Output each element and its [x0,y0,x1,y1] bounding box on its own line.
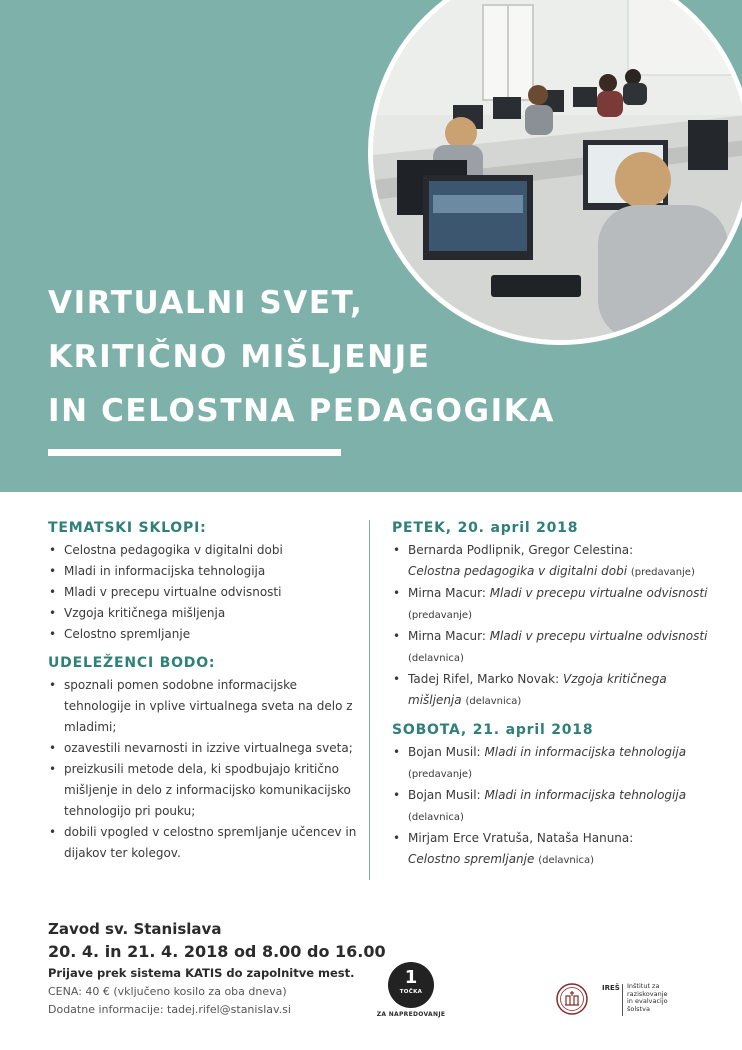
session-type: (predavanje) [408,769,472,780]
speaker: Mirjam Erce Vratuša, Nataša Hanuna: [408,831,634,845]
list-item: • Vzgoja kritičnega mišljenja [48,603,358,624]
speaker: Tadej Rifel, Marko Novak: [408,672,560,686]
list-item: • ozavestili nevarnosti in izzive virtualnega sveta; [48,738,358,759]
speaker: Bojan Musil: [408,788,481,802]
list-item: • Mladi v precepu virtualne odvisnosti [48,582,358,603]
program-item [392,742,722,785]
saturday-program [392,742,722,871]
participants-heading: UDELEŽENCI BODO: [48,655,216,671]
partner-abbreviation: IREŠ [602,984,620,992]
list-item: • dobili vpogled v celostno spremljanje učencev in dijakov ter kolegov. [48,822,358,864]
topics-heading: TEMATSKI SKLOPI: [48,520,207,536]
session-topic: Mladi v precepu virtualne odvisnosti [489,586,708,600]
list-item: • spoznali pomen sodobne informacijske tehnologije in vplive virtualnega sveta na delo z mladimi; [48,675,358,738]
session-topic: Celostna pedagogika v digitalni dobi [408,564,628,578]
footer-info [48,918,386,1019]
left-column [48,520,358,864]
session-topic: Mladi in informacijska tehnologija [484,745,687,759]
speaker: Bernarda Podlipnik, Gregor Celestina: [408,543,634,557]
right-column [392,520,722,871]
partner-name [627,983,687,1013]
partner-name-line: raziskovanje [627,989,668,998]
point-badge [388,962,434,1008]
page-title [48,276,555,438]
partner-separator [622,984,623,1016]
session-topic: Mladi v precepu virtualne odvisnosti [489,629,708,643]
session-topic: Vzgoja kritičnega mišljenja [408,672,667,707]
participants-list [48,675,358,864]
list-item: • Celostno spremljanje [48,624,358,645]
event-dates: 20. 4. in 21. 4. 2018 od 8.00 do 16.00 [48,942,386,961]
registration-note: Prijave prek sistema KATIS do zapolnitve mest. [48,966,355,980]
program-item [392,626,722,669]
partner-name-line: Inštitut za [627,982,660,990]
speaker: Mirna Macur: [408,629,486,643]
list-item: • Celostna pedagogika v digitalni dobi [48,540,358,561]
program-item [392,540,722,583]
session-type: (delavnica) [465,696,522,707]
title-underline [48,449,341,456]
badge-word: TOČKA [399,989,423,995]
session-type: (predavanje) [630,567,695,578]
price-info: CENA: 40 € (vključeno kosilo za oba dneva) [48,985,287,998]
session-type: (delavnica) [538,855,595,866]
session-topic: Mladi in informacijska tehnologija [484,788,687,802]
saturday-heading: SOBOTA, 21. april 2018 [392,722,594,738]
session-type: (predavanje) [408,610,472,621]
program-item [392,669,722,712]
list-item: • Mladi in informacijska tehnologija [48,561,358,582]
hero-banner [0,0,742,492]
speaker: Bojan Musil: [408,745,481,759]
list-item: • preizkusili metode dela, ki spodbujajo kritično mišljenje in delo z informacijsko komunikacijsko tehnologijo pri pouku; [48,759,358,822]
title-line-3: IN CELOSTNA PEDAGOGIKA [48,393,556,429]
title-line-2: KRITIČNO MIŠLJENJE [48,339,431,375]
contact-info: Dodatne informacije: tadej.rifel@stanislav.si [48,1003,291,1016]
partner-name-line: in evalvacijo [627,997,668,1005]
program-item [392,583,722,626]
friday-program [392,540,722,712]
organizer-name: Zavod sv. Stanislava [48,920,222,938]
column-divider [369,520,370,880]
partner-name-line: šolstva [627,1004,650,1013]
session-type: (delavnica) [408,653,464,664]
session-topic: Celostno spremljanje [408,852,535,866]
speaker: Mirna Macur: [408,586,486,600]
session-type: (delavnica) [408,812,464,823]
badge-number: 1 [404,967,418,988]
program-item [392,785,722,828]
title-line-1: VIRTUALNI SVET, [48,285,364,321]
zavod-logo-icon [556,983,588,1015]
topics-list [48,540,358,645]
badge-caption: ZA NAPREDOVANJE [376,1011,446,1018]
friday-heading: PETEK, 20. april 2018 [392,520,579,536]
program-item [392,828,722,871]
